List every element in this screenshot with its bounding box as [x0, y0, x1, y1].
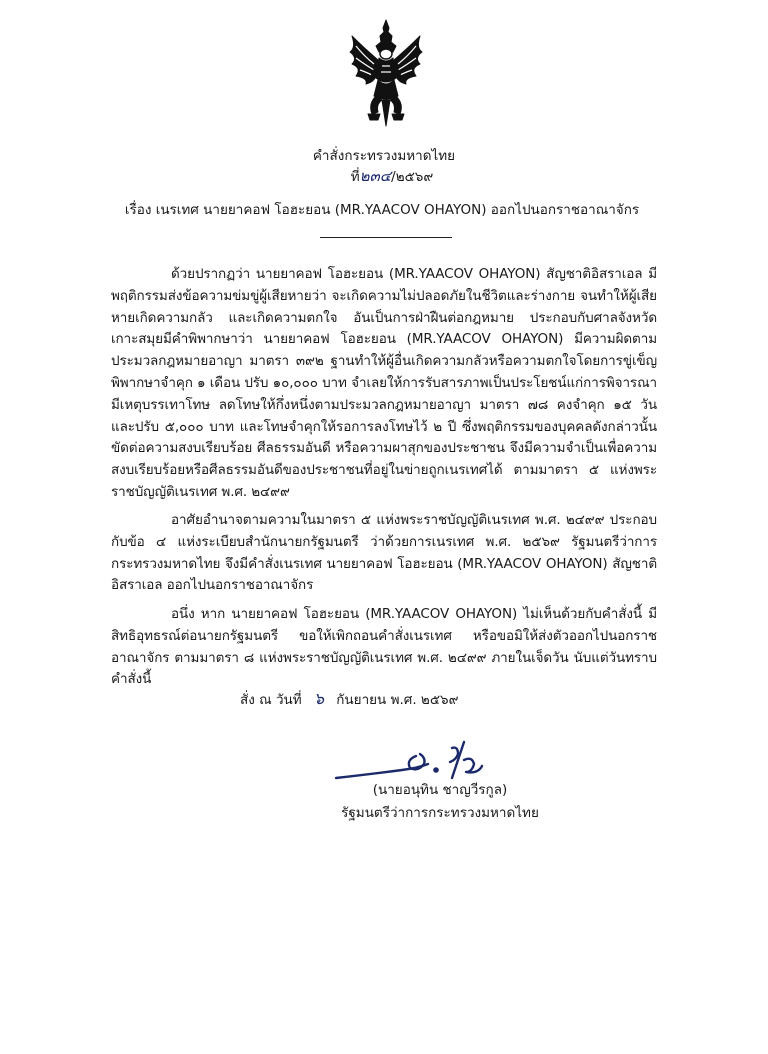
ordered-date-suffix: กันยายน พ.ศ. ๒๕๖๙	[336, 692, 459, 708]
paragraph-3: อนึ่ง หาก นายยาคอฟ โอฮะยอน (MR.YAACOV OHAYON) ไม่เห็นด้วยกับคำสั่งนี้ มีสิทธิอุทธรณ์ต่อนายกรัฐมนตรี ขอให้เพิกถอนคำสั่งเนรเทศ หรือขอมิให้ส่งตัวออกไปนอกราชอาณาจักร ตามมาตรา ๘ แห่งพระราชบัญญัติเนรเทศ พ.ศ. ๒๔๙๙ ภายในเจ็ดวัน นับแต่วันทราบคำสั่งนี้	[111, 606, 657, 688]
order-number-suffix: /๒๕๖๙	[391, 169, 434, 185]
garuda-emblem-icon	[346, 18, 426, 130]
ordered-date	[240, 689, 459, 710]
ordered-date-prefix: สั่ง ณ วันที่	[240, 692, 302, 708]
order-title: คำสั่งกระทรวงมหาดไทย	[312, 148, 456, 164]
order-number-handwritten: ๒๓๔	[359, 167, 392, 185]
order-number	[8, 166, 768, 187]
order-subject: เรื่อง เนรเทศ นายยาคอฟ โอฮะยอน (MR.YAACOV OHAYON) ออกไปนอกราชอาณาจักร	[124, 202, 640, 218]
signer-title: รัฐมนตรีว่าการกระทรวงมหาดไทย	[341, 805, 539, 821]
divider	[320, 237, 452, 238]
ordered-day-handwritten: ๖	[313, 689, 325, 708]
order-number-prefix: ที่	[350, 169, 360, 185]
signer-name: (นายอนุทิน ชาญวีรกูล)	[372, 782, 508, 798]
paragraph-2: อาศัยอำนาจตามความในมาตรา ๕ แห่งพระราชบัญญัติเนรเทศ พ.ศ. ๒๔๙๙ ประกอบกับข้อ ๔ แห่งระเบียบสำนักนายกรัฐมนตรี ว่าด้วยการเนรเทศ พ.ศ. ๒๕๖๙ รัฐมนตรีว่าการกระทรวงมหาดไทย จึงมีคำสั่งเนรเทศ นายยาคอฟ โอฮะยอน (MR.YAACOV OHAYON) สัญชาติอิสราเอล ออกไปนอกราชอาณาจักร	[111, 512, 657, 594]
paragraph-1: ด้วยปรากฏว่า นายยาคอฟ โอฮะยอน (MR.YAACOV OHAYON) สัญชาติอิสราเอล มีพฤติกรรมส่งข้อความข่มขู่ผู้เสียหายว่า จะเกิดความไม่ปลอดภัยในชีวิตและร่างกาย จนทำให้ผู้เสียหายเกิดความกลัว และเกิดความตกใจ อันเป็นการฝ่าฝืนต่อกฎหมาย ประกอบกับศาลจังหวัดเกาะสมุยมีคำพิพากษาว่า นายยาคอฟ โอฮะยอน (MR.YAACOV OHAYON) มีความผิดตามประมวลกฎหมายอาญา มาตรา ๓๙๒ ฐานทำให้ผู้อื่นเกิดความกลัวหรือความตกใจโดยการขู่เข็ญ พิพากษาจำคุก ๑ เดือน ปรับ ๑๐,๐๐๐ บาท จำเลยให้การรับสารภาพเป็นประโยชน์แก่การพิจารณา มีเหตุบรรเทาโทษ ลดโทษให้กึ่งหนึ่งตามประมวลกฎหมายอาญา มาตรา ๗๘ คงจำคุก ๑๕ วัน และปรับ ๕,๐๐๐ บาท และโทษจำคุกให้รอการลงโทษไว้ ๒ ปี ซึ่งพฤติกรรมของบุคคลดังกล่าวนั้น ขัดต่อความสงบเรียบร้อย ศีลธรรมอันดี หรือความผาสุกของประชาชน จึงมีความจำเป็นเพื่อความสงบเรียบร้อยหรือศีลธรรมอันดีของประชาชนที่อยู่ในข่ายถูกเนรเทศได้ ตามมาตรา ๕ แห่งพระราชบัญญัติเนรเทศ พ.ศ. ๒๔๙๙	[111, 266, 657, 500]
